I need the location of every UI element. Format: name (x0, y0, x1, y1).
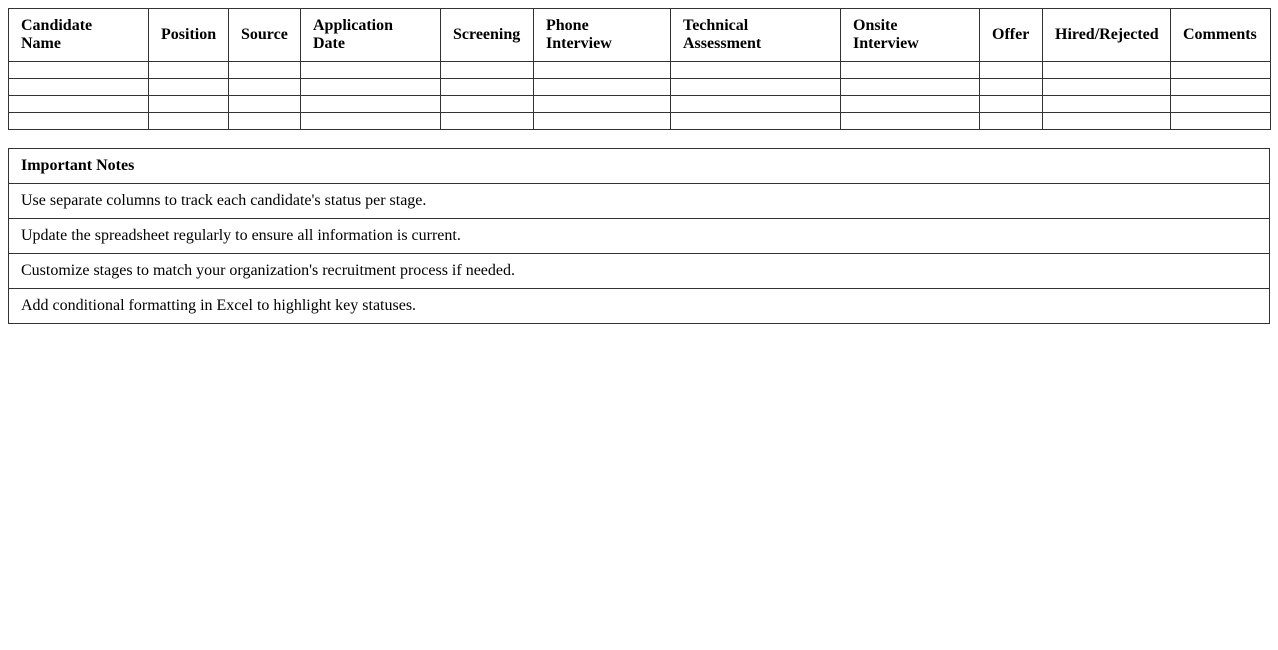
column-header-source: Source (229, 9, 301, 62)
column-header-comments: Comments (1171, 9, 1271, 62)
note-item: Use separate columns to track each candidate's status per stage. (9, 184, 1270, 219)
column-header-onsite-interview: Onsite Interview (841, 9, 980, 62)
important-notes-table (8, 148, 1270, 324)
table-cell[interactable] (301, 113, 441, 130)
table-cell[interactable] (441, 62, 534, 79)
table-cell[interactable] (671, 96, 841, 113)
table-cell[interactable] (229, 79, 301, 96)
table-row (9, 62, 1271, 79)
table-cell[interactable] (149, 96, 229, 113)
table-cell[interactable] (534, 113, 671, 130)
table-cell[interactable] (1043, 113, 1171, 130)
table-cell[interactable] (1043, 96, 1171, 113)
table-cell[interactable] (841, 96, 980, 113)
table-cell[interactable] (9, 96, 149, 113)
table-cell[interactable] (841, 113, 980, 130)
table-cell[interactable] (980, 79, 1043, 96)
table-cell[interactable] (229, 96, 301, 113)
notes-title: Important Notes (9, 149, 1270, 184)
table-header-row (9, 9, 1271, 62)
table-row (9, 79, 1271, 96)
table-cell[interactable] (671, 62, 841, 79)
table-cell[interactable] (1171, 96, 1271, 113)
table-cell[interactable] (671, 113, 841, 130)
table-cell[interactable] (229, 62, 301, 79)
table-cell[interactable] (301, 96, 441, 113)
column-header-candidate-name: Candidate Name (9, 9, 149, 62)
table-cell[interactable] (441, 96, 534, 113)
table-cell[interactable] (1171, 79, 1271, 96)
table-cell[interactable] (9, 62, 149, 79)
table-row (9, 96, 1271, 113)
note-row (9, 219, 1270, 254)
table-cell[interactable] (841, 62, 980, 79)
table-cell[interactable] (534, 96, 671, 113)
table-cell[interactable] (980, 62, 1043, 79)
table-cell[interactable] (1171, 62, 1271, 79)
table-cell[interactable] (671, 79, 841, 96)
note-item: Add conditional formatting in Excel to highlight key statuses. (9, 289, 1270, 324)
table-cell[interactable] (149, 79, 229, 96)
table-cell[interactable] (841, 79, 980, 96)
table-cell[interactable] (301, 62, 441, 79)
table-cell[interactable] (9, 79, 149, 96)
table-cell[interactable] (1171, 113, 1271, 130)
table-cell[interactable] (1043, 79, 1171, 96)
table-cell[interactable] (534, 62, 671, 79)
table-cell[interactable] (980, 113, 1043, 130)
note-row (9, 289, 1270, 324)
note-item: Customize stages to match your organization's recruitment process if needed. (9, 254, 1270, 289)
table-cell[interactable] (441, 79, 534, 96)
column-header-position: Position (149, 9, 229, 62)
column-header-phone-interview: Phone Interview (534, 9, 671, 62)
table-cell[interactable] (534, 79, 671, 96)
column-header-hired-rejected: Hired/Rejected (1043, 9, 1171, 62)
table-cell[interactable] (149, 113, 229, 130)
table-body (9, 62, 1271, 130)
document-body (8, 8, 1270, 324)
table-cell[interactable] (441, 113, 534, 130)
table-cell[interactable] (301, 79, 441, 96)
note-row (9, 184, 1270, 219)
table-cell[interactable] (980, 96, 1043, 113)
table-cell[interactable] (1043, 62, 1171, 79)
column-header-technical-assessment: Technical Assessment (671, 9, 841, 62)
column-header-screening: Screening (441, 9, 534, 62)
notes-header-row (9, 149, 1270, 184)
note-item: Update the spreadsheet regularly to ensure all information is current. (9, 219, 1270, 254)
column-header-application-date: Application Date (301, 9, 441, 62)
table-row (9, 113, 1271, 130)
table-cell[interactable] (9, 113, 149, 130)
note-row (9, 254, 1270, 289)
table-cell[interactable] (149, 62, 229, 79)
table-cell[interactable] (229, 113, 301, 130)
column-header-offer: Offer (980, 9, 1043, 62)
candidate-tracker-table (8, 8, 1271, 130)
